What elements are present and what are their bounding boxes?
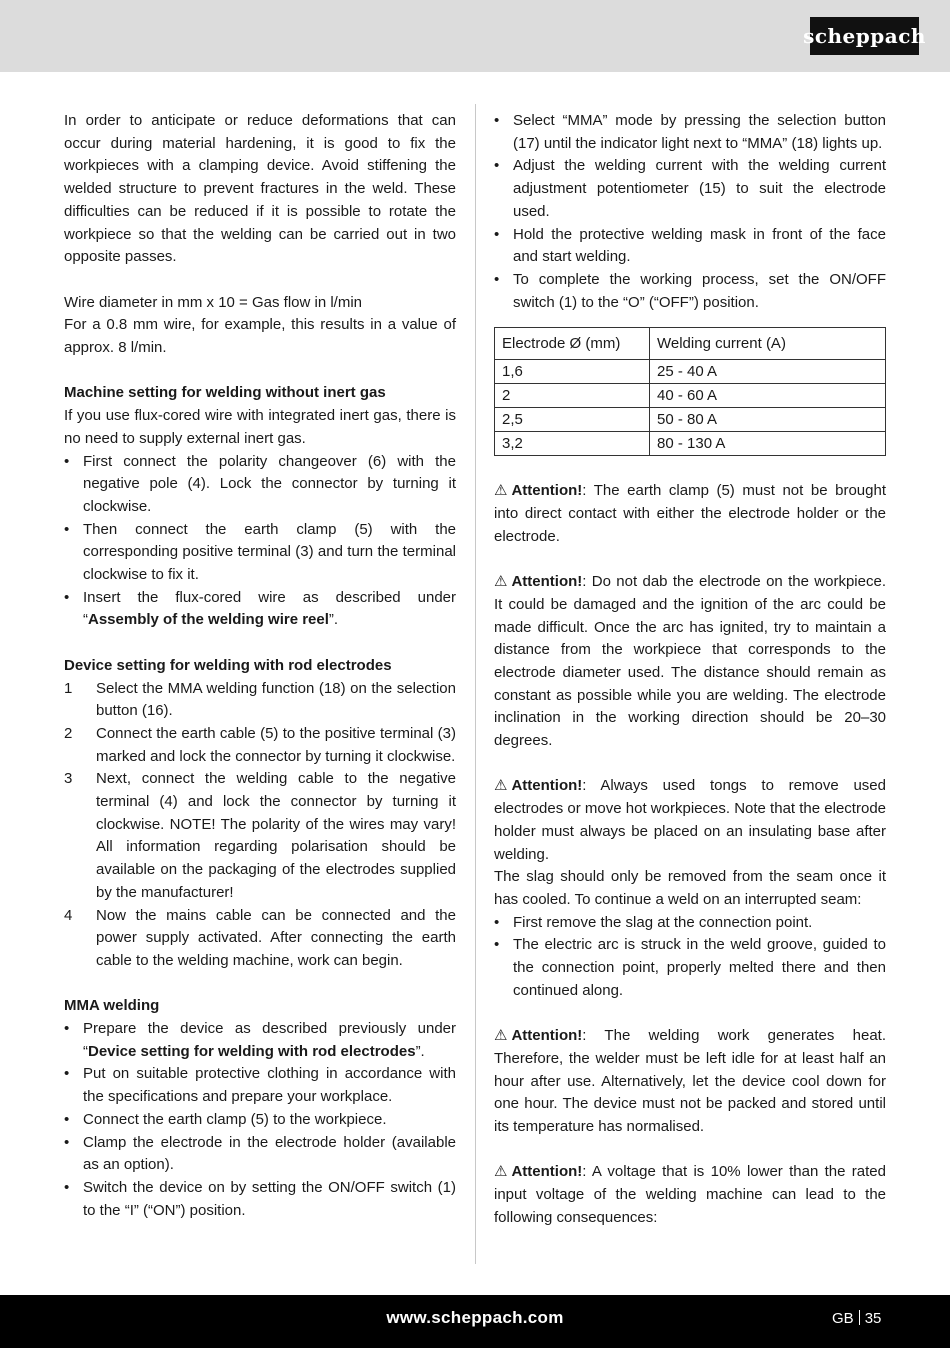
column-divider <box>475 104 476 1264</box>
numbered-item: 2 Connect the earth cable (5) to the positive terminal (3) marked and lock the connector by turning it clockwise. <box>64 724 456 765</box>
table-cell: 2 <box>495 384 650 408</box>
cross-reference: Device setting for welding with rod electrodes <box>88 1042 416 1060</box>
section-heading-rod-electrodes: Device setting for welding with rod electrodes <box>64 656 392 674</box>
attention-label: Attention! <box>511 482 583 500</box>
numbered-item: 1 Select the MMA welding function (18) on the selection button (16). <box>64 679 456 720</box>
logo-text: scheppach <box>803 24 926 48</box>
list-item: • Connect the earth clamp (5) to the workpiece. <box>64 1109 456 1132</box>
warning-triangle-icon: ⚠ <box>494 1027 508 1045</box>
section-heading-mma-welding: MMA welding <box>64 997 160 1015</box>
list-item: • Prepare the device as described previously under “Device setting for welding with rod electrodes”. <box>64 1018 456 1063</box>
slag-paragraph: The slag should only be removed from the seam once it has cooled. To continue a weld on an interrupted seam: <box>494 868 886 908</box>
list-item: • First connect the polarity changeover (6) with the negative pole (4). Lock the connector by turning it clockwise. <box>64 451 456 519</box>
list-item: • First remove the slag at the connection point. <box>494 912 886 935</box>
table-header-row <box>495 328 886 360</box>
left-column <box>64 110 456 1222</box>
right-column <box>494 110 886 1229</box>
attention-note: ⚠ Attention!: A voltage that is 10% lower than the rated input voltage of the welding machine can lead to the following consequences: <box>494 1163 886 1226</box>
page-indicator <box>832 1310 881 1327</box>
intro-paragraph: In order to anticipate or reduce deformations that can occur during material hardening, it is good to fix the workpieces with a clamping device. Avoid stiffening the welded structure to prevent fractures in the weld. These difficulties can be reduced if it is possible to rotate the workpiece so that the welding can be carried out in two opposite passes. <box>64 112 456 266</box>
section-heading-no-inert-gas: Machine setting for welding without inert gas <box>64 384 386 402</box>
table-row <box>495 384 886 408</box>
no-inert-gas-intro: If you use flux-cored wire with integrated inert gas, there is no need to supply external inert gas. <box>64 407 456 447</box>
attention-note: ⚠ Attention!: Always used tongs to remove used electrodes or move hot workpieces. Note that the electrode holder must always be placed on an insulating base after welding. <box>494 777 886 863</box>
numbered-item: 3 Next, connect the welding cable to the negative terminal (4) and lock the connector by turning it clockwise. NOTE! The polarity of the wires may vary! All information regarding polarisation should be available on the packaging of the electrodes supplied by the manufacturer! <box>64 770 456 901</box>
table-cell: 3,2 <box>495 432 650 456</box>
list-item: • Insert the flux-cored wire as described under “Assembly of the welding wire reel”. <box>64 587 456 632</box>
table-cell: 50 - 80 A <box>650 408 886 432</box>
website-link[interactable]: www.scheppach.com <box>386 1308 564 1327</box>
rod-electrode-steps <box>64 678 456 973</box>
table-cell: 1,6 <box>495 360 650 384</box>
table-cell: 80 - 130 A <box>650 432 886 456</box>
column-header-electrode: Electrode Ø (mm) <box>495 328 650 360</box>
brand-logo <box>803 17 926 55</box>
list-item: • The electric arc is struck in the weld groove, guided to the connection point, properly melted there and then continued along. <box>494 934 886 1002</box>
list-item: • Then connect the earth clamp (5) with the corresponding positive terminal (3) and turn the terminal clockwise to fix it. <box>64 519 456 587</box>
page-number: 35 <box>864 1310 882 1327</box>
attention-note: ⚠ Attention!: Do not dab the electrode on the workpiece. It could be damaged and the ignition of the arc could be made difficult. Once the arc has ignited, try to maintain a distance from the workpiece that corresponds to the electrode diameter used. The distance should remain as constant as possible while you are welding. The electrode inclination in the working direction should be 20–30 degrees. <box>494 573 886 750</box>
no-inert-gas-steps <box>64 451 456 633</box>
attention-note: ⚠ Attention!: The earth clamp (5) must not be brought into direct contact with either the electrode holder or the electrode. <box>494 482 886 545</box>
attention-note: ⚠ Attention!: The welding work generates heat. Therefore, the welder must be left idle for at least half an hour after use. Alternatively, let the device cool down for one hour. The device must not be packed and stored until its temperature has normalised. <box>494 1027 886 1135</box>
gas-flow-example: For a 0.8 mm wire, for example, this results in a value of approx. 8 l/min. <box>64 316 456 357</box>
attention-label: Attention! <box>511 573 583 591</box>
mma-welding-steps <box>64 1018 456 1222</box>
gas-flow-formula: Wire diameter in mm x 10 = Gas flow in l/min <box>64 293 363 311</box>
list-item: • Select “MMA” mode by pressing the selection button (17) until the indicator light next to “MMA” (18) lights up. <box>494 110 886 155</box>
warning-triangle-icon: ⚠ <box>494 573 508 591</box>
warning-triangle-icon: ⚠ <box>494 1163 508 1181</box>
list-item: • Put on suitable protective clothing in accordance with the specifications and prepare your workplace. <box>64 1063 456 1108</box>
mma-mode-steps <box>494 110 886 314</box>
language-code: GB <box>832 1310 854 1327</box>
table-row <box>495 432 886 456</box>
list-item: • Switch the device on by setting the ON/OFF switch (1) to the “I” (“ON”) position. <box>64 1177 456 1222</box>
attention-label: Attention! <box>511 777 583 795</box>
slag-steps <box>494 912 886 1003</box>
table-cell: 2,5 <box>495 408 650 432</box>
attention-label: Attention! <box>511 1163 583 1181</box>
list-item: • Clamp the electrode in the electrode holder (available as an option). <box>64 1132 456 1177</box>
table-row <box>495 360 886 384</box>
list-item: • Hold the protective welding mask in front of the face and start welding. <box>494 224 886 269</box>
electrode-current-table <box>494 327 886 456</box>
table-cell: 25 - 40 A <box>650 360 886 384</box>
list-item: • To complete the working process, set the ON/OFF switch (1) to the “O” (“OFF”) position. <box>494 269 886 314</box>
cross-reference: Assembly of the welding wire reel <box>88 611 329 629</box>
footer-bar <box>0 1295 950 1348</box>
table-row <box>495 408 886 432</box>
table-cell: 40 - 60 A <box>650 384 886 408</box>
column-header-current: Welding current (A) <box>650 328 886 360</box>
attention-label: Attention! <box>511 1027 583 1045</box>
warning-triangle-icon: ⚠ <box>494 482 508 500</box>
list-item: • Adjust the welding current with the welding current adjustment potentiometer (15) to suit the electrode used. <box>494 155 886 223</box>
numbered-item: 4 Now the mains cable can be connected and the power supply activated. After connecting the earth cable to the welding machine, work can begin. <box>64 906 456 969</box>
warning-triangle-icon: ⚠ <box>494 777 508 795</box>
